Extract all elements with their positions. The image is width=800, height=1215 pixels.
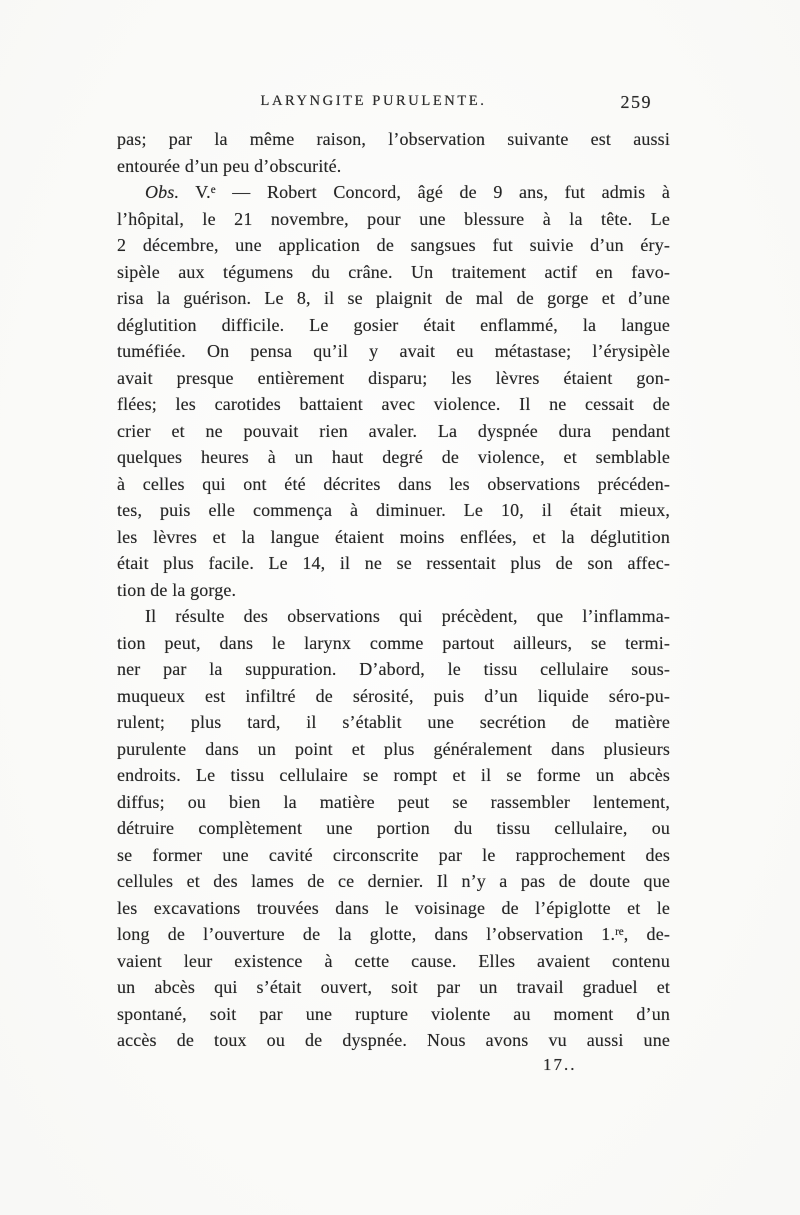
text-line: se former une cavité circonscrite par le rapprochement des [117,844,670,865]
text-line: accès de toux ou de dyspnée. Nous avons vu aussi une [117,1030,670,1050]
signature-mark: 17.. [543,1055,577,1074]
text-line: endroits. Le tissu cellulaire se rompt et il se forme un abcès [117,765,670,785]
text-line: flées; les carotides battaient avec violence. Il ne cessait de [117,394,670,414]
text-line: spontané, soit par une rupture violente au moment d’un [117,1003,670,1024]
text-line: tion peut, dans le larynx comme partout ailleurs, se termi- [117,632,670,653]
text-line: cellules et des lames de ce dernier. Il n’y a pas de doute que [117,871,670,891]
text-line: crier et ne pouvait rien avaler. La dyspnée dura pendant [117,420,670,441]
text-line: Il résulte des observations qui précèdent, que l’inflamma- [145,606,670,626]
text-line: tuméfiée. On pensa qu’il y avait eu métastase; l’érysipèle [117,341,670,361]
text-line: entourée d’un peu d’obscurité. [117,155,342,176]
text-line: vaient leur existence à cette cause. Elles avaient contenu [117,950,670,971]
text-line: rulent; plus tard, il s’établit une secrétion de matière [117,712,670,732]
text-line: ner par la suppuration. D’abord, le tissu cellulaire sous- [117,659,670,679]
page-number: 259 [620,92,652,112]
text-line: pas; par la même raison, l’observation suivante est aussi [117,129,670,149]
text-line: à celles qui ont été décrites dans les observations précéden- [117,473,670,494]
text-line: les lèvres et la langue étaient moins enflées, et la déglutition [117,526,670,547]
text-line: tes, puis elle commença à diminuer. Le 10, il était mieux, [117,500,670,520]
text-block [117,126,670,1054]
running-title: LARYNGITE PURULENTE. [260,93,487,109]
text-line: purulente dans un point et plus généralement dans plusieurs [117,738,670,759]
text-line: était plus facile. Le 14, il ne se ressentait plus de son affec- [117,553,670,573]
text-line: un abcès qui s’était ouvert, soit par un travail graduel et [117,977,670,997]
text-line: long de l’ouverture de la glotte, dans l’observation 1.$^{re}$, de- [117,924,670,944]
text-line: avait presque entièrement disparu; les lèvres étaient gon- [117,367,670,388]
text-line: diffus; ou bien la matière peut se rassembler lentement, [117,791,670,812]
running-header [117,93,670,117]
text-line: 2 décembre, une application de sangsues fut suivie d’un éry- [117,235,670,255]
text-line: muqueux est infiltré de sérosité, puis d’un liquide séro-pu- [117,685,670,706]
text-line: déglutition difficile. Le gosier était enflammé, la langue [117,314,670,335]
text-line: les excavations trouvées dans le voisinage de l’épiglotte et le [117,897,670,918]
text-line: quelques heures à un haut degré de violence, et semblable [117,447,670,467]
text-line: l’hôpital, le 21 novembre, pour une blessure à la tête. Le [117,208,670,229]
text-line: tion de la gorge. [117,579,237,600]
text-line: risa la guérison. Le 8, il se plaignit de mal de gorge et d’une [117,288,670,308]
text-line: sipèle aux tégumens du crâne. Un traitement actif en favo- [117,261,670,282]
text-line: Obs. V.$^e$ — Robert Concord, âgé de 9 ans, fut admis à [145,182,670,202]
text-line: détruire complètement une portion du tissu cellulaire, ou [117,818,670,838]
